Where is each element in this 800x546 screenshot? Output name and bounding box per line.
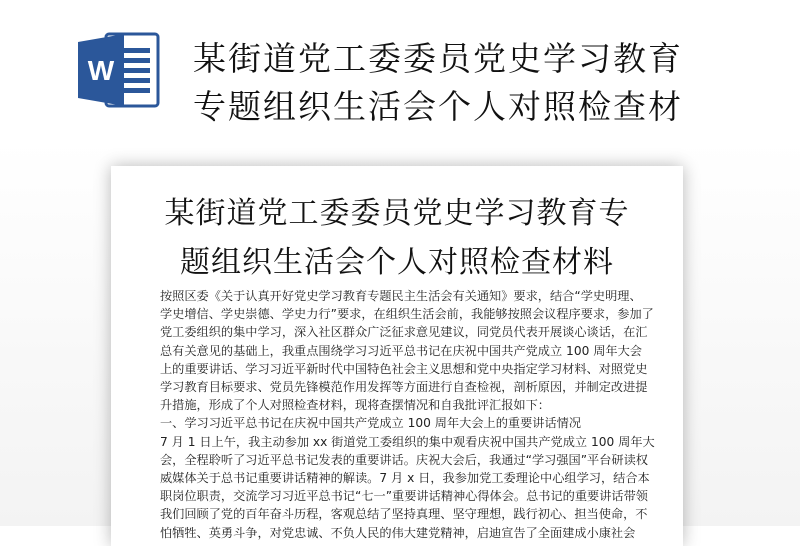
body-line: 威媒体关于总书记重要讲话精神的解读。7 月 x 日，我参加党工委理论中心组学习，结合本 xyxy=(160,471,650,486)
header-title-line-2: 专题组织生活会个人对照检查材 xyxy=(193,87,683,126)
document-body xyxy=(160,287,660,542)
word-icon-letter: W xyxy=(87,55,115,86)
body-line: 怕牺牲、英勇斗争，对党忠诚、不负人民的伟大建党精神，启迪宣告了全面建成小康社会 xyxy=(160,525,636,540)
header-title-line-1: 某街道党工委委员党史学习教育 xyxy=(193,39,683,78)
body-line: 党工委组织的集中学习，深入社区群众广泛征求意见建议，同党员代表开展谈心谈话，在汇 xyxy=(160,325,648,340)
body-line: 7 月 1 日上午，我主动参加 xx 街道党工委组织的集中观看庆祝中国共产党成立 100 周年大 xyxy=(160,434,655,449)
document-title-line-1: 某街道党工委委员党史学习教育专 xyxy=(164,196,630,231)
document-title-line-2: 题组织生活会个人对照检查材料 xyxy=(180,245,614,280)
body-line: 我们回顾了党的百年奋斗历程，客观总结了坚持真理、坚守理想，践行初心、担当使命，不 xyxy=(160,507,648,522)
body-line: 职岗位职责，交流学习习近平总书记“七一”重要讲话精神心得体会。总书记的重要讲话带领 xyxy=(160,489,648,504)
body-line: 学习教育目标要求、党员先锋模范作用发挥等方面进行自查检视，剖析原因，并制定改进提 xyxy=(160,380,648,395)
word-document-icon xyxy=(76,30,162,110)
body-line: 升措施，形成了个人对照检查材料，现将查摆情况和自我批评汇报如下： xyxy=(160,398,550,413)
body-line: 学史增信、学史崇德、学史力行”要求，在组织生活会前，我能够按照会议程序要求，参加了 xyxy=(160,307,654,322)
section-heading: 一、学习习近平总书记在庆祝中国共产党成立 100 周年大会上的重要讲话情况 xyxy=(160,416,582,431)
body-line: 按照区委《关于认真开好党史学习教育专题民主生活会有关通知》要求，结合“学史明理、 xyxy=(160,289,642,303)
body-line: 上的重要讲话、学习习近平新时代中国特色社会主义思想和党中央指定学习材料、对照党史 xyxy=(160,361,648,376)
body-line: 总有关意见的基础上，我重点围绕学习习近平总书记在庆祝中国共产党成立 100 周年大会 xyxy=(160,343,642,358)
body-line: 会，全程聆听了习近平总书记发表的重要讲话。庆祝大会后，我通过“学习强国”平台研读权 xyxy=(160,452,648,467)
header xyxy=(0,0,800,140)
